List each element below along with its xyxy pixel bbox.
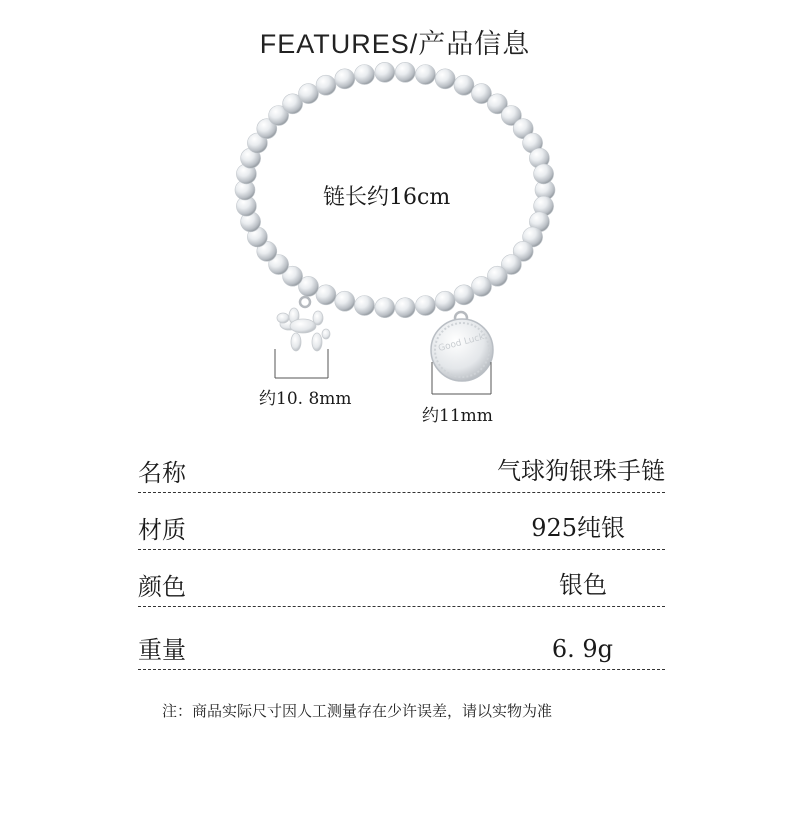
spec-row-name xyxy=(138,448,665,493)
bead xyxy=(335,291,355,311)
coin-charm xyxy=(431,312,493,381)
bead xyxy=(435,291,455,311)
spec-label: 名称 xyxy=(138,459,186,487)
bead xyxy=(355,65,375,85)
bead xyxy=(435,69,455,89)
spec-value: 925纯银 xyxy=(531,514,625,542)
bead xyxy=(335,69,355,89)
bead xyxy=(416,296,436,316)
spec-label: 材质 xyxy=(138,516,186,544)
bead xyxy=(534,164,554,184)
bead xyxy=(316,285,336,305)
disclaimer-note: 注：商品实际尺寸因人工测量存在少许误差，请以实物为准 xyxy=(162,702,553,720)
bead xyxy=(454,285,474,305)
dog-size-label: 约10. 8mm xyxy=(259,389,352,409)
dog-dimension-lines xyxy=(275,349,328,378)
bead xyxy=(416,65,436,85)
spec-value: 银色 xyxy=(559,571,607,599)
bead xyxy=(355,296,375,316)
bead xyxy=(299,84,319,104)
spec-label: 颜色 xyxy=(138,573,186,601)
spec-value: 6. 9g xyxy=(551,635,613,663)
bead xyxy=(375,298,395,318)
spec-row-color xyxy=(138,562,665,607)
coin-engraving: Good Luck xyxy=(437,332,486,355)
bead xyxy=(472,276,492,296)
chain-length-label: 链长约16cm xyxy=(323,185,451,210)
page-title: FEATURES/产品信息 xyxy=(259,29,531,59)
spec-row-material xyxy=(138,505,665,550)
coin-size-label: 约11mm xyxy=(422,406,493,426)
bead xyxy=(316,75,336,95)
bead xyxy=(375,62,395,82)
bead xyxy=(395,298,415,318)
bead xyxy=(454,75,474,95)
balloon-dog-charm xyxy=(277,297,330,351)
bead xyxy=(395,62,415,82)
spec-label: 重量 xyxy=(138,636,186,664)
spec-value: 气球狗银珠手链 xyxy=(497,457,665,485)
spec-row-weight xyxy=(138,625,665,670)
